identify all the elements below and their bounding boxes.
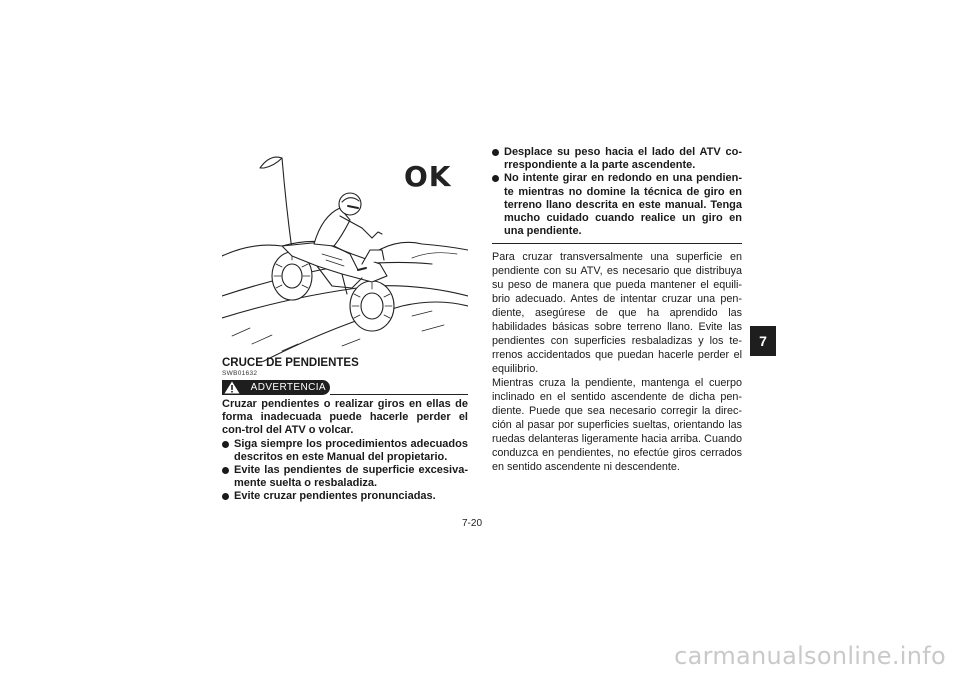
watermark: carmanualsonline.info — [674, 642, 946, 670]
bullet-icon — [492, 149, 499, 156]
body-paragraph-2: Mientras cruza la pendiente, mantenga el cuerpo inclinado en el sentido ascendente de dicha pen-diente. Puede que sea necesario corregir la direc-ción al pasar por superficies sueltas, orientando las ruedas delanteras ligeramente hacia arriba. Cuando conduzca en pendientes, no efectúe giros cerrados en sentido ascendente ni descendente. — [492, 377, 742, 474]
list-item: Siga siempre los procedimientos adecuados descritos en este Manual del propietario. — [222, 438, 468, 464]
warning-block-right — [492, 146, 742, 238]
section-title: CRUCE DE PENDIENTES — [222, 357, 359, 369]
list-item: Desplace su peso hacia el lado del ATV co-rrespondiente a la parte ascendente. — [492, 146, 742, 172]
warning-intro: Cruzar pendientes o realizar giros en ellas de forma inadecuada puede hacerle perder el con-trol del ATV o volcar. — [222, 398, 468, 437]
right-column — [492, 146, 742, 474]
warning-triangle-icon — [224, 381, 240, 394]
warning-end-rule — [492, 243, 742, 244]
warning-block-left — [222, 398, 468, 504]
warning-rule — [330, 394, 468, 395]
left-column — [222, 357, 468, 504]
list-item: No intente girar en redondo en una pendien-te mientras no domine la técnica de giro en terreno llano descrita en este manual. Tenga mucho cuidado cuando realice un giro en una pendiente. — [492, 172, 742, 238]
bullet-icon — [492, 175, 499, 182]
warning-badge — [222, 380, 330, 395]
body-paragraph-1: Para cruzar transversalmente una superficie en pendiente con su ATV, es necesario que distribuya su peso de manera que pueda mantener el equili-brio adecuado. Antes de intentar cruzar una pen-diente, asegúrese de que ha aprendido las habilidades básicas sobre terreno llano. Evite las pendientes con superficies resbaladizas y los te-rrenos accidentados que puedan hacerle perder el equilibrio. — [492, 251, 742, 376]
bullet-icon — [222, 441, 229, 448]
section-code: SWB01632 — [222, 370, 258, 377]
page-number: 7-20 — [462, 518, 483, 529]
ok-label: OK — [404, 160, 452, 193]
bullet-icon — [222, 467, 229, 474]
list-item: Evite las pendientes de superficie excesiva-mente suelta o resbaladiza. — [222, 464, 468, 490]
warning-header — [222, 380, 468, 396]
warning-label: ADVERTENCIA — [250, 382, 326, 393]
bullet-icon — [222, 493, 229, 500]
list-item: Evite cruzar pendientes pronunciadas. — [222, 490, 468, 503]
chapter-tab: 7 — [750, 326, 776, 356]
